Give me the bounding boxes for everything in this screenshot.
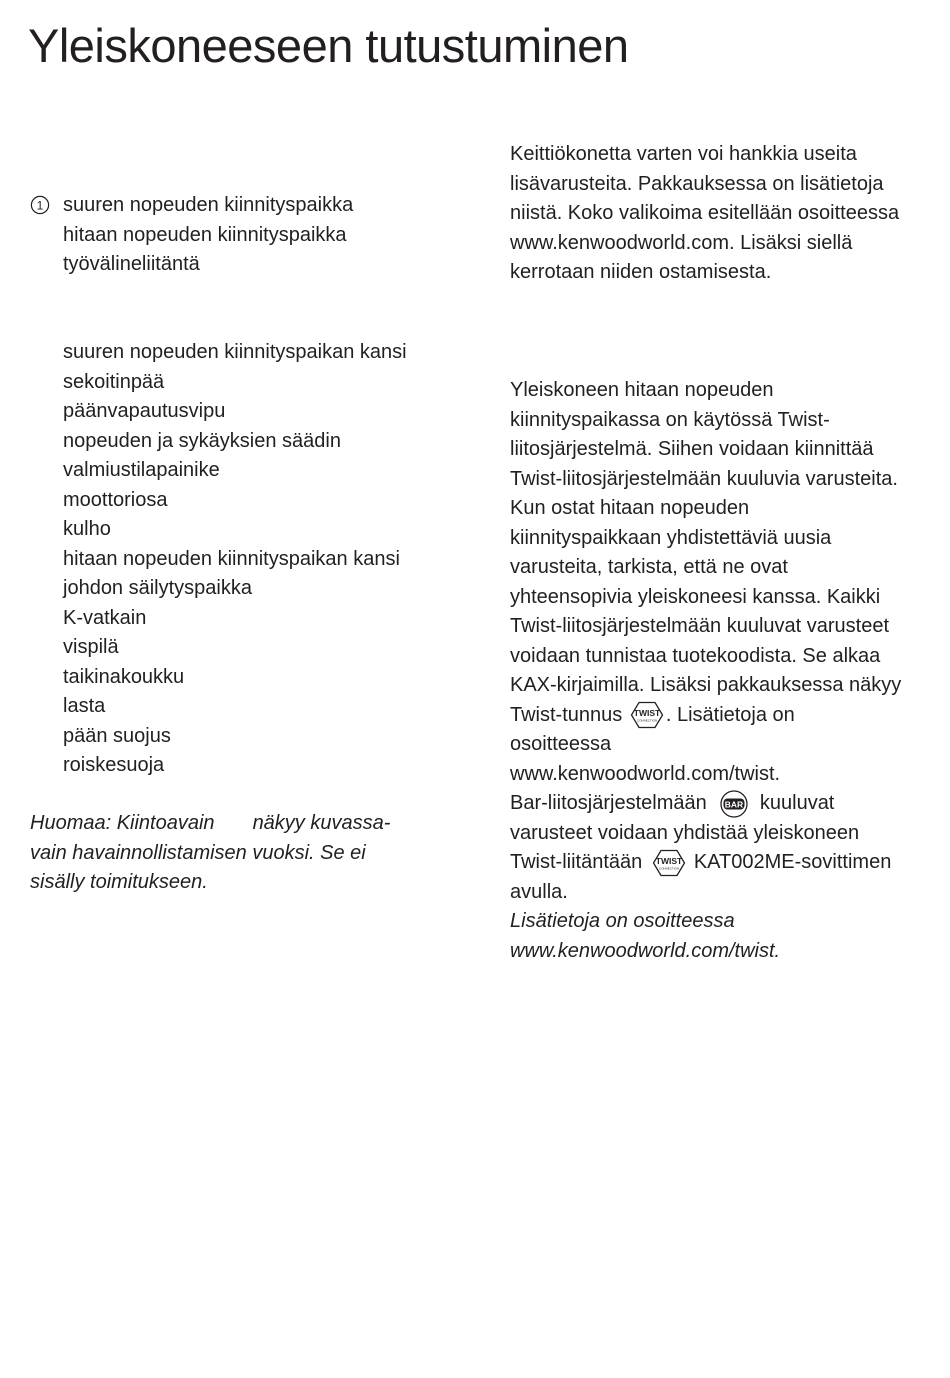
page-title: Yleiskoneeseen tutustuminen bbox=[28, 19, 629, 72]
list-item: roiskesuoja bbox=[63, 754, 165, 776]
list-item: työvälineliitäntä bbox=[63, 253, 200, 275]
list-item: 1 suuren nopeuden kiinnityspaikka bbox=[30, 191, 450, 221]
svg-text:TWIST: TWIST bbox=[633, 708, 661, 719]
twist-paragraph: Yleiskoneen hitaan nopeuden kiinnityspaikassa on käytössä Twist- liitosjärjestelmä. Siihen voidaan kiinnittää Twist-liitosjärjestelmään kuuluvia varusteita. Kun ostat hitaan nopeuden kiinnityspaikkaan yhdistettäviä uusia varusteita, tarkista, että ne ovat yhteensopivia yleiskoneesi kanssa. Kaikki Twist-liitosjärjestelmään kuuluvat varusteet voidaan tunnistaa tuotekoodista. Se alkaa KAX-kirjaimilla. Lisäksi pakkauksessa näkyy Twist-tunnus TWIST CONNECTION . Lisätietoja on osoitteessa www.kenwoodworld.com/twist. Bar-liitosjärjestelmään BAR kuuluvat varusteet voidaan yhdistää yleiskoneen Twist-liitäntään TWIST CONNECTION KAT002ME-sovittimen avulla. Lisätietoja on osoitteessa www.kenwoodworld.com/twist. bbox=[510, 379, 902, 962]
list-item: hitaan nopeuden kiinnityspaikka bbox=[63, 223, 347, 246]
list-item: johdon säilytyspaikka bbox=[63, 577, 252, 599]
twist-connection-logo-icon bbox=[652, 849, 686, 877]
list-item: kulho bbox=[63, 518, 111, 540]
svg-text:BAR: BAR bbox=[725, 799, 744, 810]
list-item: valmiustilapainike bbox=[63, 459, 220, 481]
list-item: lasta bbox=[63, 695, 106, 717]
list-item: K-vatkain bbox=[63, 606, 147, 629]
svg-text:CONNECTION: CONNECTION bbox=[658, 866, 679, 871]
list-item: päänvapautusvipu bbox=[63, 400, 226, 422]
svg-text:CONNECTION: CONNECTION bbox=[636, 718, 657, 723]
twist-connection-logo-icon bbox=[630, 701, 664, 729]
list-item: taikinakoukku bbox=[63, 665, 185, 688]
list-item: nopeuden ja sykäyksien säädin bbox=[63, 429, 341, 452]
accessories-paragraph: Keittiökonetta varten voi hankkia useita lisävarusteita. Pakkauksessa on lisätietoja niistä. Koko valikoima esitellään osoitteessa www.kenwoodworld.com. Lisäksi siellä kerrotaan niiden ostamisesta. bbox=[510, 143, 900, 283]
list-item: suuren nopeuden kiinnityspaikan kansi bbox=[63, 341, 407, 363]
parts-list-2 bbox=[30, 338, 450, 781]
number-1-icon bbox=[30, 195, 50, 215]
list-item: sekoitinpää bbox=[63, 370, 165, 393]
list-item: moottoriosa bbox=[63, 488, 168, 511]
note: Huomaa: Kiintoavain näkyy kuvassa- vain havainnollistamisen vuoksi. Se ei sisälly toimitukseen. bbox=[30, 812, 391, 893]
parts-list-1 bbox=[30, 191, 450, 280]
svg-text:1: 1 bbox=[36, 198, 44, 213]
list-item: pään suojus bbox=[63, 724, 171, 747]
list-item: hitaan nopeuden kiinnityspaikan kansi bbox=[63, 547, 400, 570]
bar-connection-logo-icon bbox=[718, 790, 750, 818]
svg-text:TWIST: TWIST bbox=[655, 855, 683, 866]
list-item: vispilä bbox=[63, 636, 119, 658]
